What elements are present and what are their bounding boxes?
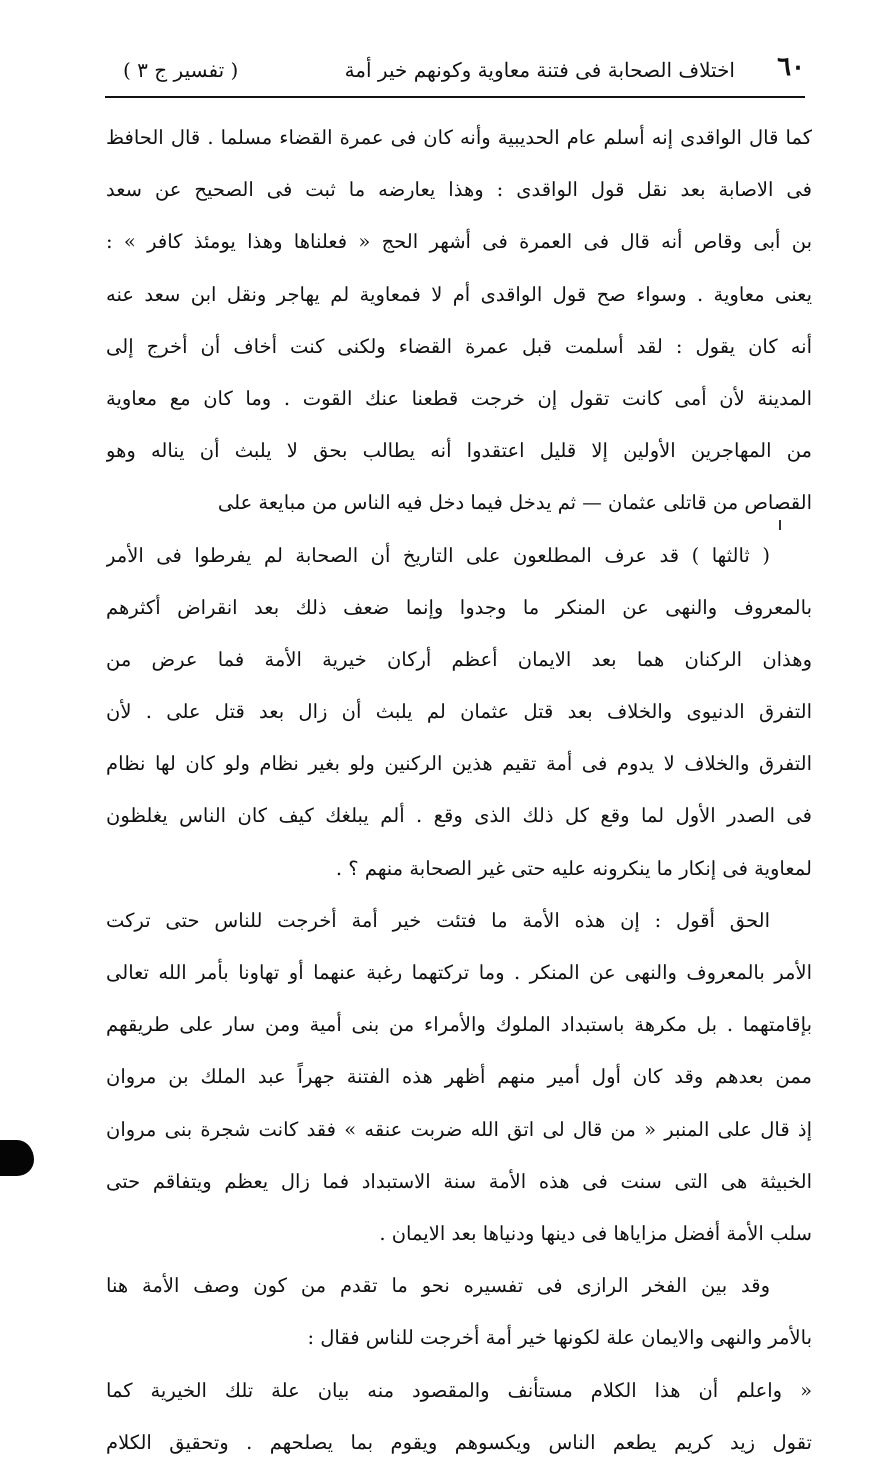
text-line: بن أبى وقاص أنه قال فى العمرة فى أشهر الحج « فعلناها وهذا يومئذ كافر » : xyxy=(106,230,812,254)
text-line: الأمر بالمعروف والنهى عن المنكر . وما تركتهما رغبة عنهما أو تهاونا بأمر الله تعالى xyxy=(106,961,812,984)
paragraph-start-line: ( ثالثها ) قد عرف المطلعون على التاريخ أن الصحابة لم يفرطوا فى الأمر xyxy=(106,543,770,567)
text-line: التفرق والخلاف لا يدوم فى أمة تقيم هذين الركنين ولو بغير نظام ولو كان لها نظام xyxy=(106,752,812,776)
text-line: إذ قال على المنبر « من قال لى اتق الله ضربت عنقه » فقد كانت شجرة بنى مروان xyxy=(106,1117,812,1141)
page-header xyxy=(105,50,805,94)
text-line: يعنى معاوية . وسواء صح قول الواقدى أم لا فمعاوية لم يهاجر ونقل ابن سعد عنه xyxy=(106,282,812,306)
volume-label: ( تفسير ج ٣ ) xyxy=(123,58,239,82)
text-line: لمعاوية فى إنكار ما ينكرونه عليه حتى غير الصحابة منهم ؟ . xyxy=(335,856,812,880)
text-line: كما قال الواقدى إنه أسلم عام الحديبية وأنه كان فى عمرة القضاء مسلما . قال الحافظ xyxy=(106,126,812,149)
text-line: وهذان الركنان هما بعد الايمان أعظم أركان خيرية الأمة فما عرض من xyxy=(106,647,812,671)
text-line: المدينة لأن أمى كانت تقول إن خرجت قطعنا عنك القوت . وما كان مع معاوية xyxy=(106,386,812,410)
text-line: بإقامتهما . بل مكرهة باستبداد الملوك والأمراء من بنى أمية ومن سار على طريقهم xyxy=(106,1013,812,1037)
running-title: اختلاف الصحابة فى فتنة معاوية وكونهم خير أمة xyxy=(344,58,735,82)
text-line: القصاص من قاتلى عثمان — ثم يدخل فيما دخل فيه الناس من مبايعة على xyxy=(217,491,812,515)
text-line: فى الصدر الأول لما وقع كل ذلك الذى وقع . ألم يبلغك كيف كان الناس يغلظون xyxy=(106,804,812,828)
header-divider xyxy=(105,96,805,98)
text-line: الخبيثة هى التى سنت فى هذه الأمة سنة الاستبداد فما زال يعظم ويتفاقم حتى xyxy=(106,1169,812,1193)
text-line: فى الاصابة بعد نقل قول الواقدى : وهذا يعارضه ما ثبت فى الصحيح عن سعد xyxy=(106,178,812,202)
text-line: سلب الأمة أفضل مزاياها فى دينها ودنياها بعد الايمان . xyxy=(379,1221,812,1245)
scan-mark xyxy=(779,520,781,530)
text-line: تقول زيد كريم يطعم الناس ويكسوهم ويقوم بما يصلحهم . وتحقيق الكلام xyxy=(106,1430,812,1454)
text-line: من المهاجرين الأولين إلا قليل اعتقدوا أنه يطالب بحق لا يلبث أن يناله وهو xyxy=(106,439,812,463)
text-line: أنه كان يقول : لقد أسلمت قبل عمرة القضاء ولكنى كنت أخاف أن أخرج إلى xyxy=(106,334,812,358)
text-line: ممن بعدهم وقد كان أول أمير منهم أظهر هذه الفتنة جهراً عبد الملك بن مروان xyxy=(106,1065,812,1089)
paragraph-start-line: الحق أقول : إن هذه الأمة ما فتئت خير أمة أخرجت للناس حتى تركت xyxy=(106,908,770,932)
paragraph-start-line: وقد بين الفخر الرازى فى تفسيره نحو ما تقدم من كون وصف الأمة هنا xyxy=(106,1274,770,1298)
text-line: التفرق الدنيوى والخلاف بعد قتل عثمان لم يلبث أن زال بعد قتل على . لأن xyxy=(106,700,812,724)
ink-blot xyxy=(0,1140,34,1176)
text-line: بالمعروف والنهى عن المنكر ما وجدوا وإنما ضعف ذلك بعد انقراض أكثرهم xyxy=(106,595,812,619)
text-line: بالأمر والنهى والايمان علة لكونها خير أمة أخرجت للناس فقال : xyxy=(307,1326,812,1350)
text-line: « واعلم أن هذا الكلام مستأنف والمقصود منه بيان علة تلك الخيرية كما xyxy=(106,1378,812,1402)
page-number: ٦٠ xyxy=(777,52,805,82)
body-text xyxy=(106,112,812,1469)
